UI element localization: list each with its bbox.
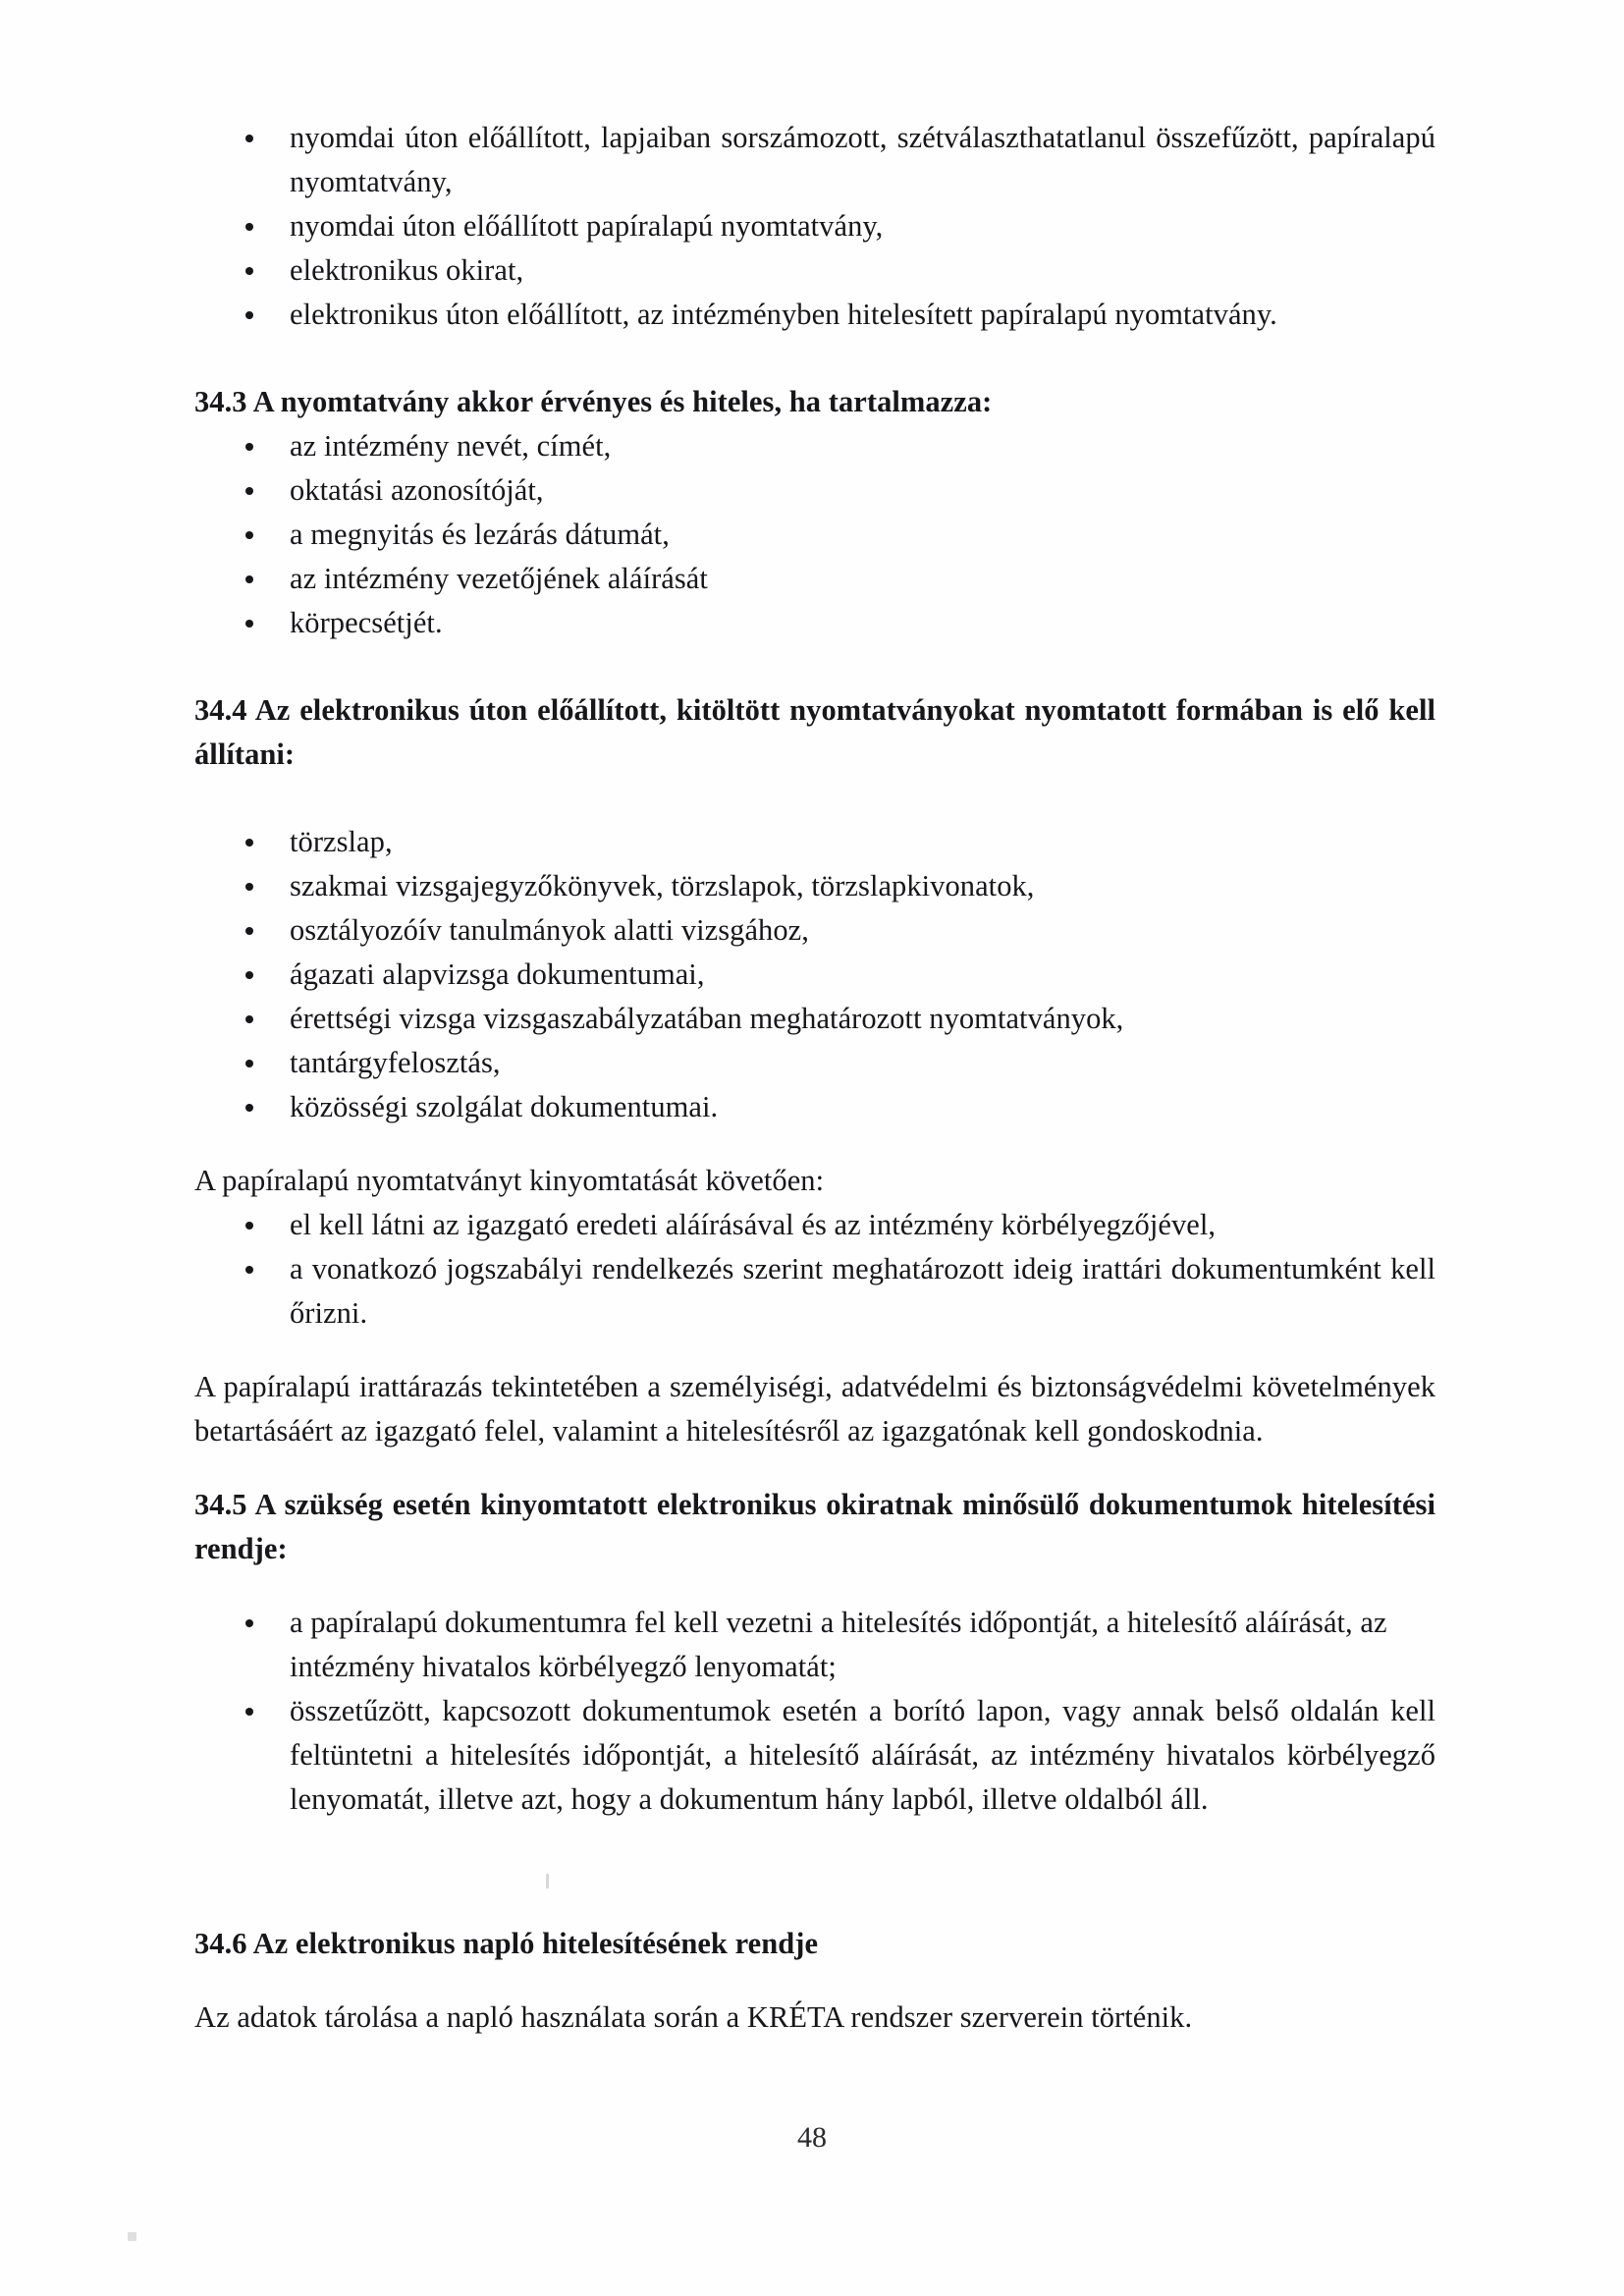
format-list [194, 116, 1435, 337]
list-item [194, 864, 1435, 908]
list-item [194, 116, 1435, 204]
list-item-text: érettségi vizsga vizsgaszabályzatában meghatározott nyomtatványok, [290, 1002, 1124, 1035]
list-item-text: elektronikus okirat, [290, 253, 524, 287]
list-item-text: közösségi szolgálat dokumentumai. [290, 1090, 719, 1123]
list-item-text: elektronikus úton előállított, az intézményben hitelesített papíralapú nyomtatvány. [290, 298, 1277, 331]
list-item [194, 820, 1435, 864]
list-item-text: a papíralapú dokumentumra fel kell vezetni a hitelesítés időpontját, a hitelesítő aláírását, az intézmény hivatalos körbélyegző lenyomatát; [290, 1606, 1387, 1683]
list-item-text: az intézmény nevét, címét, [290, 429, 612, 463]
list-item-text: a megnyitás és lezárás dátumát, [290, 518, 670, 551]
list-item-text: törzslap, [290, 825, 393, 858]
list-item [194, 1085, 1435, 1129]
list-item-text: az intézmény vezetőjének aláírását [290, 562, 708, 595]
spacer [194, 1966, 1435, 1995]
section-34-3-list [194, 424, 1435, 645]
spacer [194, 645, 1435, 688]
list-item [194, 513, 1435, 557]
spacer [194, 1453, 1435, 1483]
list-item-text: tantárgyfelosztás, [290, 1046, 501, 1079]
list-item [194, 1247, 1435, 1336]
list-item-text: osztályozóív tanulmányok alatti vizsgához, [290, 913, 809, 947]
spacer [194, 1336, 1435, 1365]
heading-34-5: 34.5 A szükség esetén kinyomtatott elektronikus okiratnak minősülő dokumentumok hitelesítési rendje: [194, 1488, 1435, 1565]
list-item [194, 601, 1435, 645]
spacer [194, 1822, 1435, 1879]
page-number: 48 [797, 2121, 827, 2154]
list-item [194, 1689, 1435, 1822]
scan-artifact [128, 2232, 136, 2241]
heading-34-6: 34.6 Az elektronikus napló hitelesítésének rendje [194, 1927, 819, 1960]
list-item [194, 557, 1435, 601]
list-item-text: körpecsétjét. [290, 606, 443, 639]
list-item [194, 997, 1435, 1041]
list-item-text: nyomdai úton előállított papíralapú nyomtatvány, [290, 209, 884, 243]
list-item [194, 424, 1435, 468]
list-item-text: a vonatkozó jogszabályi rendelkezés szerint meghatározott ideig irattári dokumentumként kell őrizni. [290, 1252, 1435, 1330]
list-item [194, 204, 1435, 248]
section-34-4-list [194, 820, 1435, 1129]
scan-artifact [546, 1874, 549, 1888]
list-item [194, 1203, 1435, 1247]
list-item [194, 248, 1435, 293]
heading-34-3: 34.3 A nyomtatvány akkor érvényes és hiteles, ha tartalmazza: [194, 385, 993, 418]
list-item [194, 953, 1435, 997]
after-printing-intro: A papíralapú nyomtatványt kinyomtatását követően: [194, 1164, 825, 1197]
list-item [194, 908, 1435, 953]
spacer [194, 1129, 1435, 1159]
spacer [194, 777, 1435, 820]
section-34-6-paragraph: Az adatok tárolása a napló használata során a KRÉTA rendszer szerverein történik. [194, 2000, 1193, 2034]
section-34-5-list [194, 1601, 1435, 1822]
list-item-text: el kell látni az igazgató eredeti aláírásával és az intézmény körbélyegzőjével, [290, 1208, 1217, 1241]
heading-34-4: 34.4 Az elektronikus úton előállított, kitöltött nyomtatványokat nyomtatott formában is elő kell állítani: [194, 693, 1435, 771]
list-item [194, 1041, 1435, 1085]
list-item-text: nyomdai úton előállított, lapjaiban sorszámozott, szétválaszthatatlanul összefűzött, papíralapú nyomtatvány, [290, 121, 1435, 198]
list-item-text: szakmai vizsgajegyzőkönyvek, törzslapok, törzslapkivonatok, [290, 869, 1035, 902]
document-content [194, 116, 1435, 2040]
spacer [194, 1879, 1435, 1922]
after-printing-list [194, 1203, 1435, 1336]
list-item-text: összetűzött, kapcsozott dokumentumok esetén a borító lapon, vagy annak belső oldalán kell feltüntetni a hitelesítés időpontját, a hitelesítő aláírását, az intézmény hivatalos körbélyegző lenyomatát, illetve azt, hogy a dokumentum hány lapból, illetve oldalból áll. [290, 1694, 1435, 1816]
archiving-paragraph: A papíralapú irattárazás tekintetében a személyiségi, adatvédelmi és biztonságvédelmi követelmények betartásáért az igazgató felel, valamint a hitelesítésről az igazgatónak kell gondoskodnia. [194, 1370, 1435, 1448]
list-item-text: ágazati alapvizsga dokumentumai, [290, 957, 705, 991]
list-item [194, 1601, 1435, 1689]
spacer [194, 337, 1435, 380]
list-item-text: oktatási azonosítóját, [290, 473, 544, 507]
spacer [194, 1571, 1435, 1601]
list-item [194, 468, 1435, 513]
list-item [194, 293, 1435, 337]
